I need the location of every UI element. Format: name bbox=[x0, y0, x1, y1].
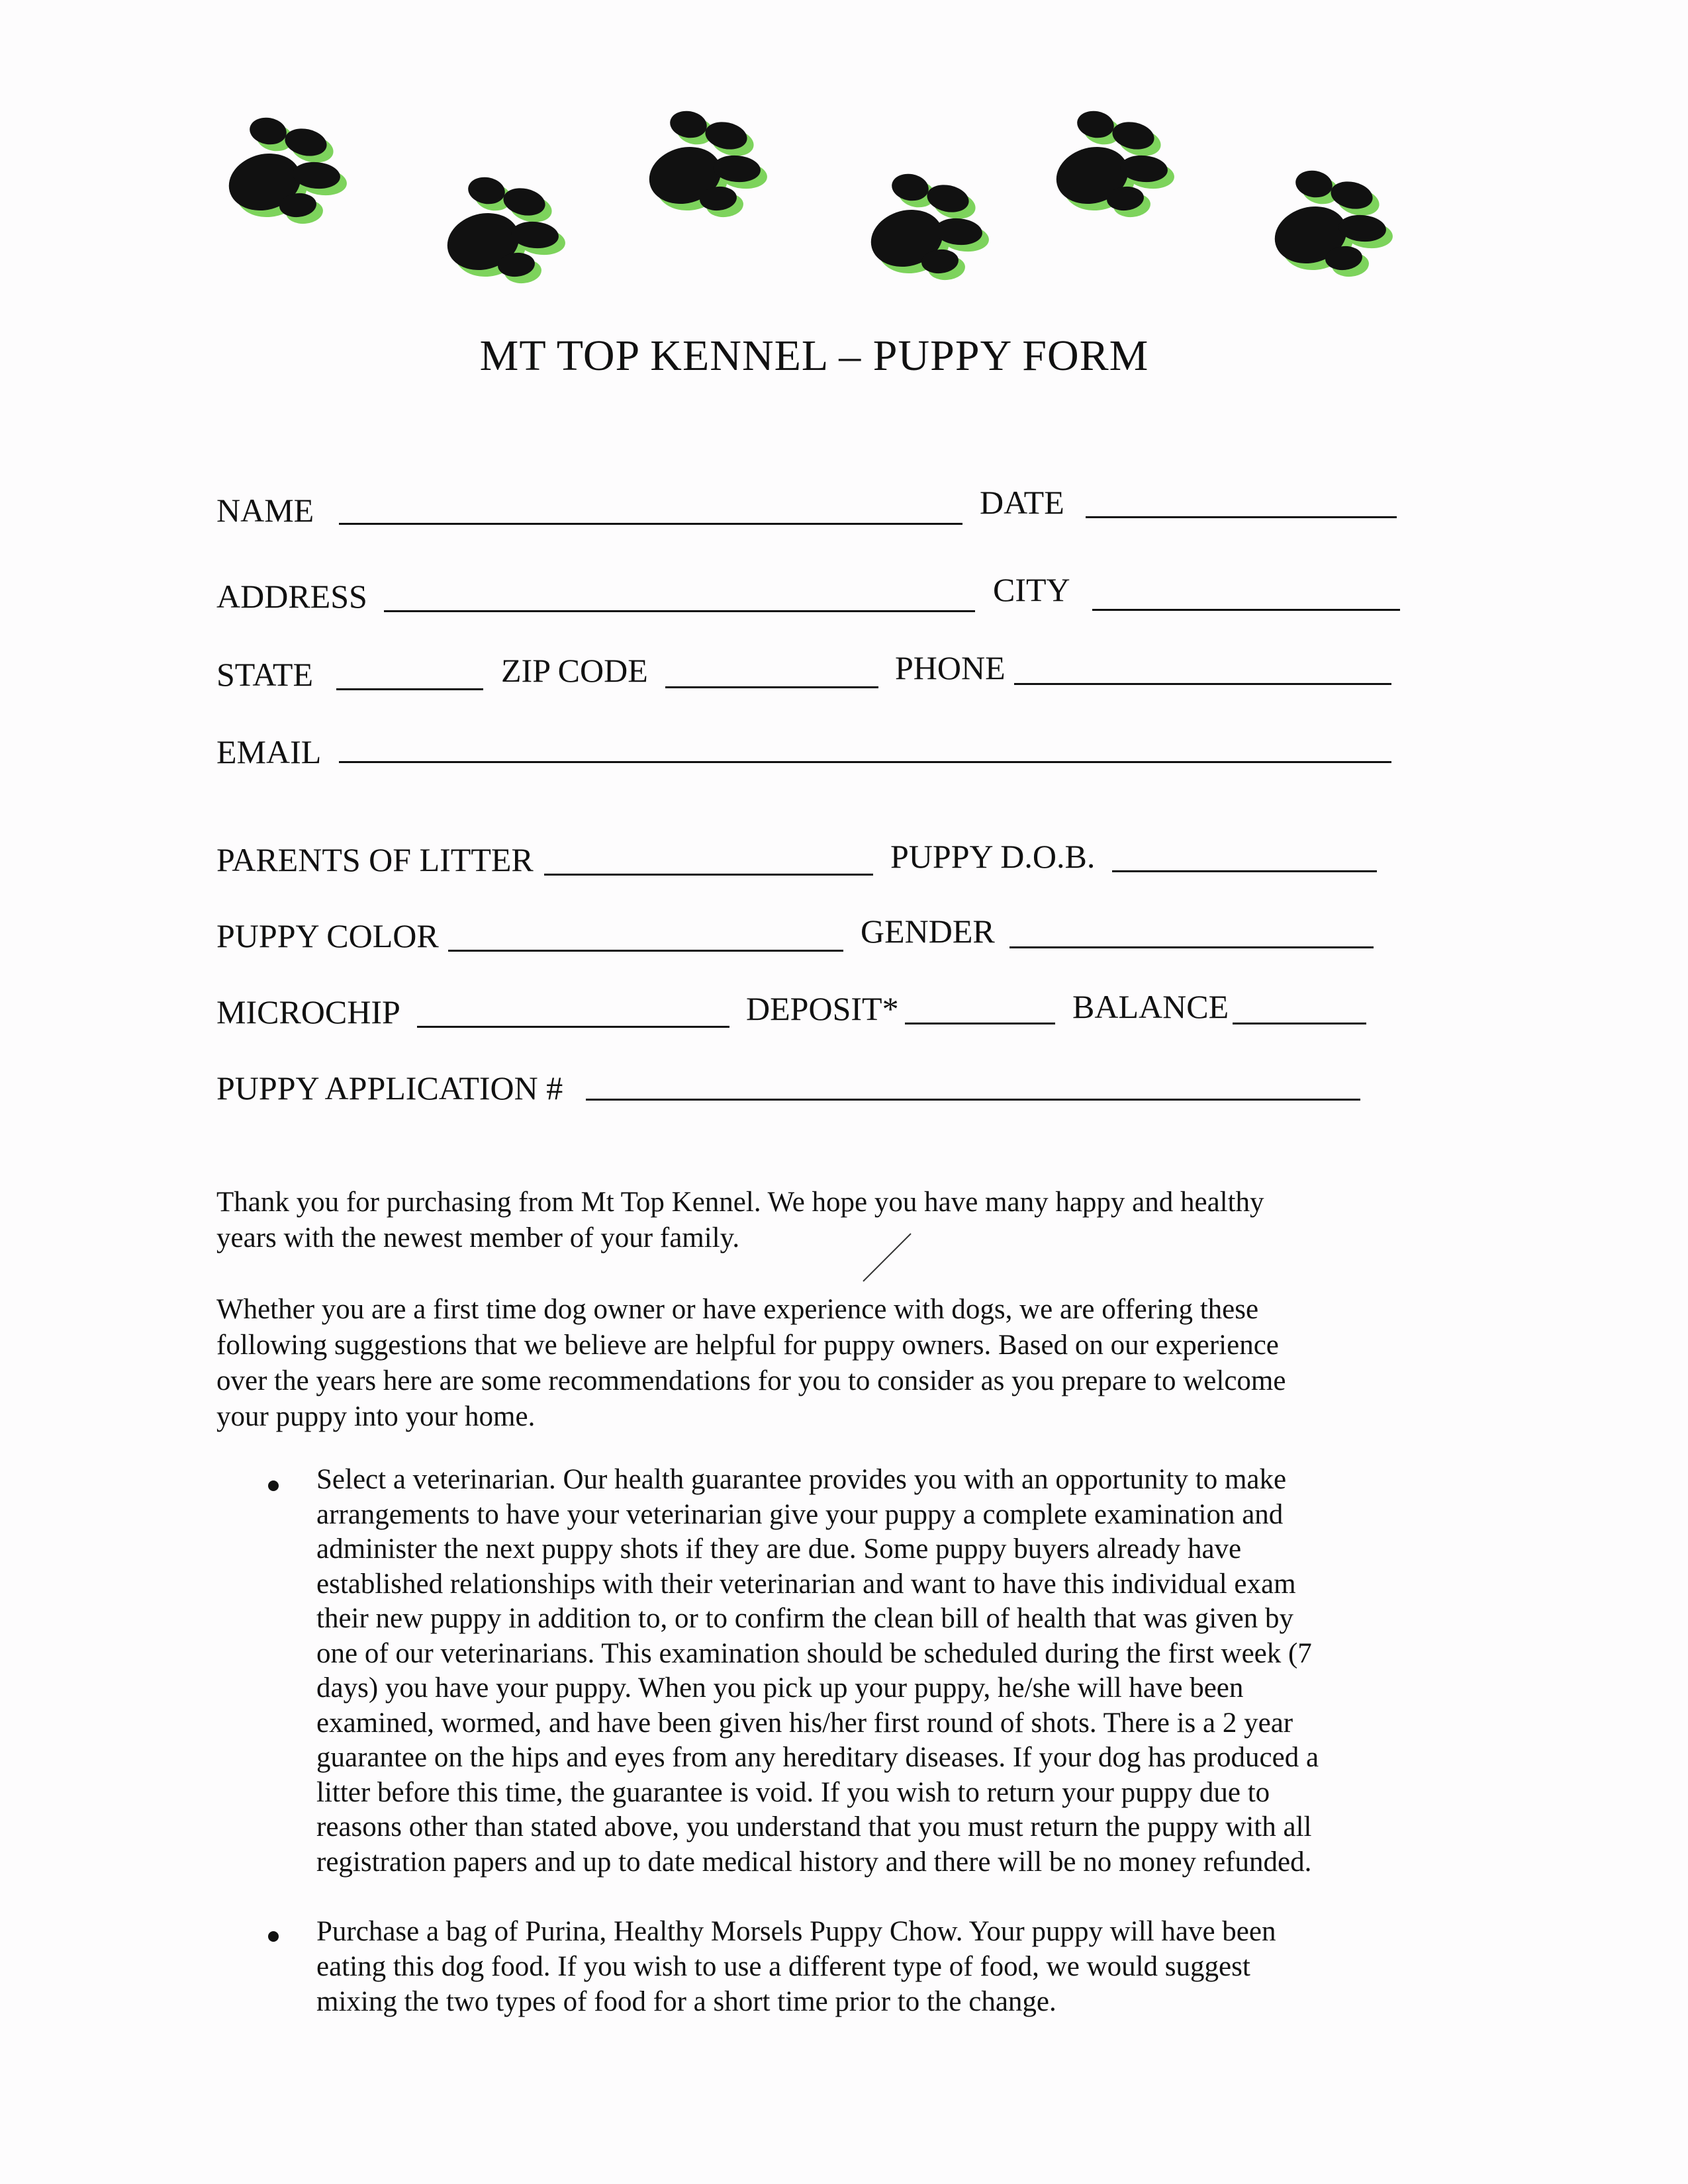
parents-field[interactable] bbox=[544, 874, 873, 876]
dob-label: PUPPY D.O.B. bbox=[890, 838, 1096, 875]
parents-label: PARENTS OF LITTER bbox=[216, 841, 534, 878]
paw-print-icon bbox=[1264, 159, 1403, 278]
text-line: litter before this time, the guarantee is void. If you wish to return your puppy due to bbox=[316, 1776, 1270, 1808]
text-line: registration papers and up to date medical history and there will be no money refunded. bbox=[316, 1846, 1312, 1878]
paw-print-icon bbox=[639, 99, 778, 218]
phone-field[interactable] bbox=[1014, 683, 1391, 685]
bullet-icon bbox=[268, 1480, 279, 1491]
gender-label: GENDER bbox=[861, 913, 995, 950]
phone-label: PHONE bbox=[895, 649, 1006, 686]
application-label: PUPPY APPLICATION # bbox=[216, 1069, 563, 1107]
text-line: administer the next puppy shots if they are due. Some puppy buyers already have bbox=[316, 1533, 1242, 1565]
text-line: over the years here are some recommendations for you to consider as you prepare to welcome bbox=[216, 1365, 1286, 1396]
paw-print-icon bbox=[861, 162, 1000, 281]
paw-print-icon bbox=[437, 165, 576, 285]
application-field[interactable] bbox=[586, 1099, 1360, 1101]
state-field[interactable] bbox=[336, 688, 483, 690]
text-line: established relationships with their veterinarian and want to have this individual exam bbox=[316, 1568, 1296, 1600]
balance-field[interactable] bbox=[1233, 1023, 1366, 1024]
zip-field[interactable] bbox=[665, 686, 878, 688]
text-line: examined, wormed, and have been given his/her first round of shots. There is a 2 year bbox=[316, 1707, 1293, 1739]
color-field[interactable] bbox=[448, 950, 843, 952]
suggestions-paragraph bbox=[216, 1292, 1507, 1435]
address-label: ADDRESS bbox=[216, 578, 367, 615]
text-line: their new puppy in addition to, or to confirm the clean bill of health that was given by bbox=[316, 1603, 1293, 1634]
text-line: Thank you for purchasing from Mt Top Kennel. We hope you have many happy and healthy bbox=[216, 1187, 1264, 1218]
text-line: years with the newest member of your family. bbox=[216, 1222, 740, 1253]
deposit-label: DEPOSIT* bbox=[746, 990, 899, 1027]
email-label: EMAIL bbox=[216, 733, 322, 770]
deposit-field[interactable] bbox=[905, 1023, 1055, 1024]
gender-field[interactable] bbox=[1009, 946, 1374, 948]
text-line: mixing the two types of food for a short time prior to the change. bbox=[316, 1986, 1056, 2017]
text-line: reasons other than stated above, you understand that you must return the puppy with all bbox=[316, 1811, 1312, 1843]
zip-label: ZIP CODE bbox=[501, 652, 648, 689]
pen-mark bbox=[861, 1231, 914, 1284]
text-line: Select a veterinarian. Our health guarantee provides you with an opportunity to make bbox=[316, 1464, 1287, 1495]
text-line: your puppy into your home. bbox=[216, 1401, 536, 1432]
text-line: following suggestions that we believe are helpful for puppy owners. Based on our experience bbox=[216, 1330, 1279, 1361]
microchip-label: MICROCHIP bbox=[216, 993, 400, 1030]
state-label: STATE bbox=[216, 656, 313, 693]
text-line: arrangements to have your veterinarian give your puppy a complete examination and bbox=[316, 1498, 1284, 1530]
name-label: NAME bbox=[216, 492, 314, 529]
veterinarian-item bbox=[316, 1463, 1508, 1880]
name-field[interactable] bbox=[339, 523, 962, 525]
bullet-icon bbox=[268, 1931, 279, 1942]
text-line: guarantee on the hips and eyes from any hereditary diseases. If your dog has produced a bbox=[316, 1742, 1319, 1773]
text-line: days) you have your puppy. When you pick up your puppy, he/she will have been bbox=[316, 1672, 1244, 1704]
paw-print-icon bbox=[218, 106, 357, 225]
text-line: eating this dog food. If you wish to use a different type of food, we would suggest bbox=[316, 1951, 1250, 1982]
text-line: Whether you are a first time dog owner or have experience with dogs, we are offering these bbox=[216, 1294, 1259, 1325]
page-title: MT TOP KENNEL – PUPPY FORM bbox=[479, 332, 1149, 380]
microchip-field[interactable] bbox=[417, 1026, 729, 1028]
city-label: CITY bbox=[993, 571, 1070, 608]
puppy-food-item bbox=[316, 1914, 1508, 2019]
date-field[interactable] bbox=[1086, 516, 1397, 518]
color-label: PUPPY COLOR bbox=[216, 917, 439, 954]
balance-label: BALANCE bbox=[1072, 988, 1229, 1025]
email-field[interactable] bbox=[339, 761, 1391, 763]
text-line: one of our veterinarians. This examination should be scheduled during the first week (7 bbox=[316, 1637, 1312, 1669]
text-line: Purchase a bag of Purina, Healthy Morsels Puppy Chow. Your puppy will have been bbox=[316, 1916, 1276, 1947]
address-field[interactable] bbox=[384, 610, 975, 612]
city-field[interactable] bbox=[1092, 609, 1400, 611]
date-label: DATE bbox=[980, 484, 1064, 521]
paw-print-icon bbox=[1046, 99, 1185, 218]
dob-field[interactable] bbox=[1112, 870, 1377, 872]
